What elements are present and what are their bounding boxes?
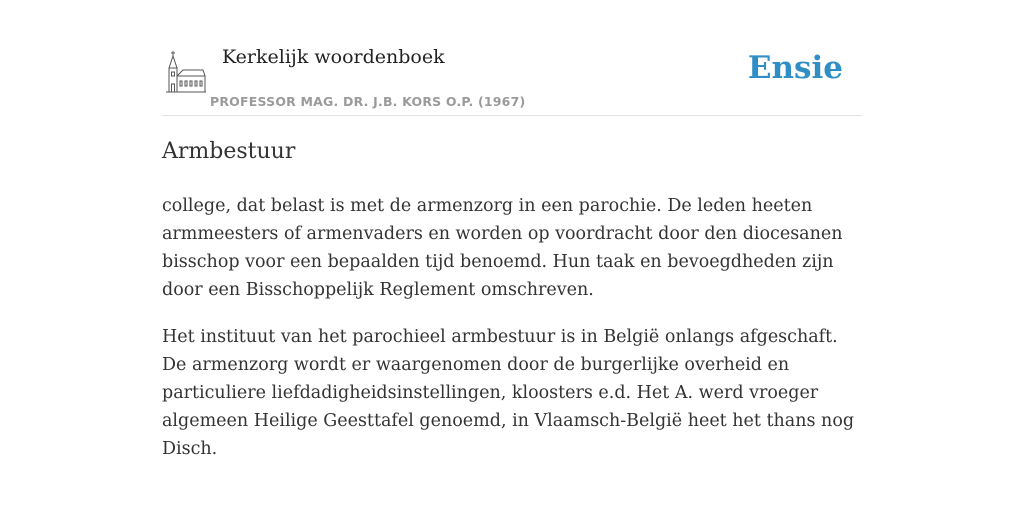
entry-body xyxy=(162,192,862,482)
entry-title: Armbestuur xyxy=(162,139,296,164)
author-line: PROFESSOR MAG. DR. J.B. KORS O.P. (1967) xyxy=(210,94,526,109)
book-title[interactable]: Kerkelijk woordenboek xyxy=(222,46,445,68)
entry-paragraph: college, dat belast is met de armenzorg in een parochie. De leden heeten armmeesters of armenvaders en worden op voordracht door den diocesanen bisschop voor een bepaalden tijd benoemd. Hun taak en bevoegdheden zijn door een Bisschoppelijk Reglement omschreven. xyxy=(162,196,843,300)
entry-paragraph: Het instituut van het parochieel armbestuur is in België onlangs afgeschaft. De armenzorg wordt er waargenomen door de burgerlijke overheid en particuliere liefdadigheidsinstellingen, kloosters e.d. Het A. werd vroeger algemeen Heilige Geesttafel genoemd, in Vlaamsch-België heet het thans nog Disch. xyxy=(162,327,855,459)
page xyxy=(162,0,862,512)
header xyxy=(162,0,862,116)
church-icon[interactable] xyxy=(166,50,206,94)
ensie-logo[interactable]: Ensie xyxy=(747,50,843,86)
